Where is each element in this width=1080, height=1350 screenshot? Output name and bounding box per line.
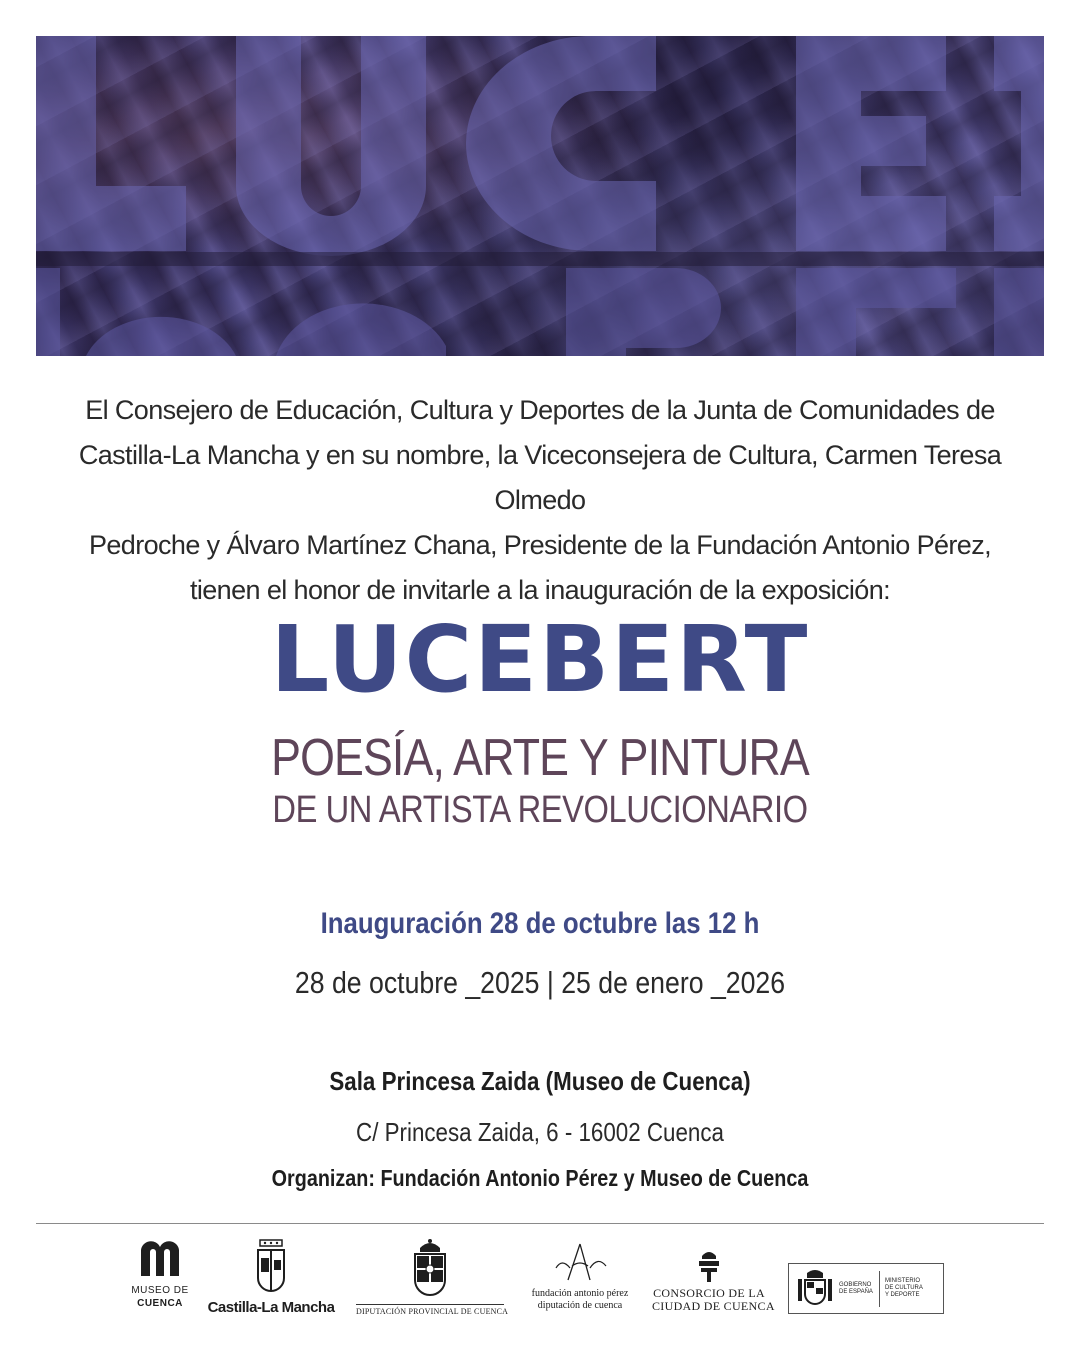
museo-caption-2: CUENCA: [137, 1298, 183, 1309]
intro-line-1: El Consejero de Educación, Cultura y Deportes de la Junta de Comunidades de: [85, 395, 995, 425]
gobierno-caption-1: GOBIERNO: [839, 1281, 872, 1288]
museo-de-cuenca-logo: [120, 1240, 200, 1310]
clm-caption: Castilla-La Mancha: [207, 1299, 335, 1316]
castilla-la-mancha-logo: [206, 1238, 336, 1317]
gobierno-caption: [835, 1282, 879, 1296]
consorcio-caption-1: CONSORCIO DE LA: [653, 1286, 765, 1300]
diputacion-caption: DIPUTACIÓN PROVINCIAL DE CUENCA: [356, 1304, 504, 1317]
venue-name: Sala Princesa Zaida (Museo de Cuenca): [329, 1066, 751, 1096]
museo-caption-1: MUSEO DE: [131, 1285, 189, 1296]
organizers: Organizan: Fundación Antonio Pérez y Museo de Cuenca: [271, 1165, 809, 1191]
exhibition-dates: 28 de octubre _2025 | 25 de enero _2026: [294, 965, 786, 1000]
invitation-text: [36, 388, 1044, 613]
spain-coat-of-arms-icon: [795, 1269, 835, 1309]
banner-lettering: [36, 36, 1044, 356]
clm-crest-icon: [254, 1238, 288, 1296]
gobierno-de-espana-logo: [788, 1263, 944, 1314]
diputacion-crest-icon: [412, 1238, 448, 1300]
footer-divider: [36, 1223, 1044, 1224]
fap-caption-1: fundación antonio pérez: [531, 1288, 629, 1299]
exhibition-subtitle-line-1: POESÍA, ARTE Y PINTURA: [271, 729, 809, 787]
museo-m-icon: [139, 1240, 181, 1276]
consorcio-crest-icon: [696, 1250, 722, 1284]
header-banner-artwork: [36, 36, 1044, 356]
consorcio-caption-2: CIUDAD DE CUENCA: [652, 1299, 775, 1313]
exhibition-subtitle-line-2: DE UN ARTISTA REVOLUCIONARIO: [272, 789, 808, 831]
ministerio-caption-3: Y DEPORTE: [885, 1292, 920, 1298]
fundacion-antonio-perez-logo: [520, 1240, 640, 1312]
consorcio-ciudad-de-cuenca-logo: [652, 1250, 775, 1313]
venue-address: C/ Princesa Zaida, 6 - 16002 Cuenca: [356, 1117, 724, 1147]
fap-signature-icon: [550, 1240, 610, 1284]
exhibition-title: LUCEBERT: [270, 606, 810, 713]
intro-line-3: Pedroche y Álvaro Martínez Chana, Presidente de la Fundación Antonio Pérez,: [88, 530, 992, 560]
ministerio-caption: [879, 1271, 923, 1307]
intro-line-2: Castilla-La Mancha y en su nombre, la Viceconsejera de Cultura, Carmen Teresa Olmedo: [78, 440, 1002, 515]
ministerio-caption-2: DE CULTURA: [885, 1285, 923, 1291]
gobierno-caption-2: DE ESPAÑA: [839, 1288, 873, 1295]
diputacion-provincial-logo: [356, 1238, 509, 1317]
inauguration-info: Inauguración 28 de octubre las 12 h: [320, 907, 760, 940]
ministerio-caption-1: MINISTERIO: [885, 1278, 921, 1284]
intro-line-4: tienen el honor de invitarle a la inauguración de la exposición:: [189, 575, 891, 605]
fap-caption-2: diputación de cuenca: [537, 1300, 623, 1311]
